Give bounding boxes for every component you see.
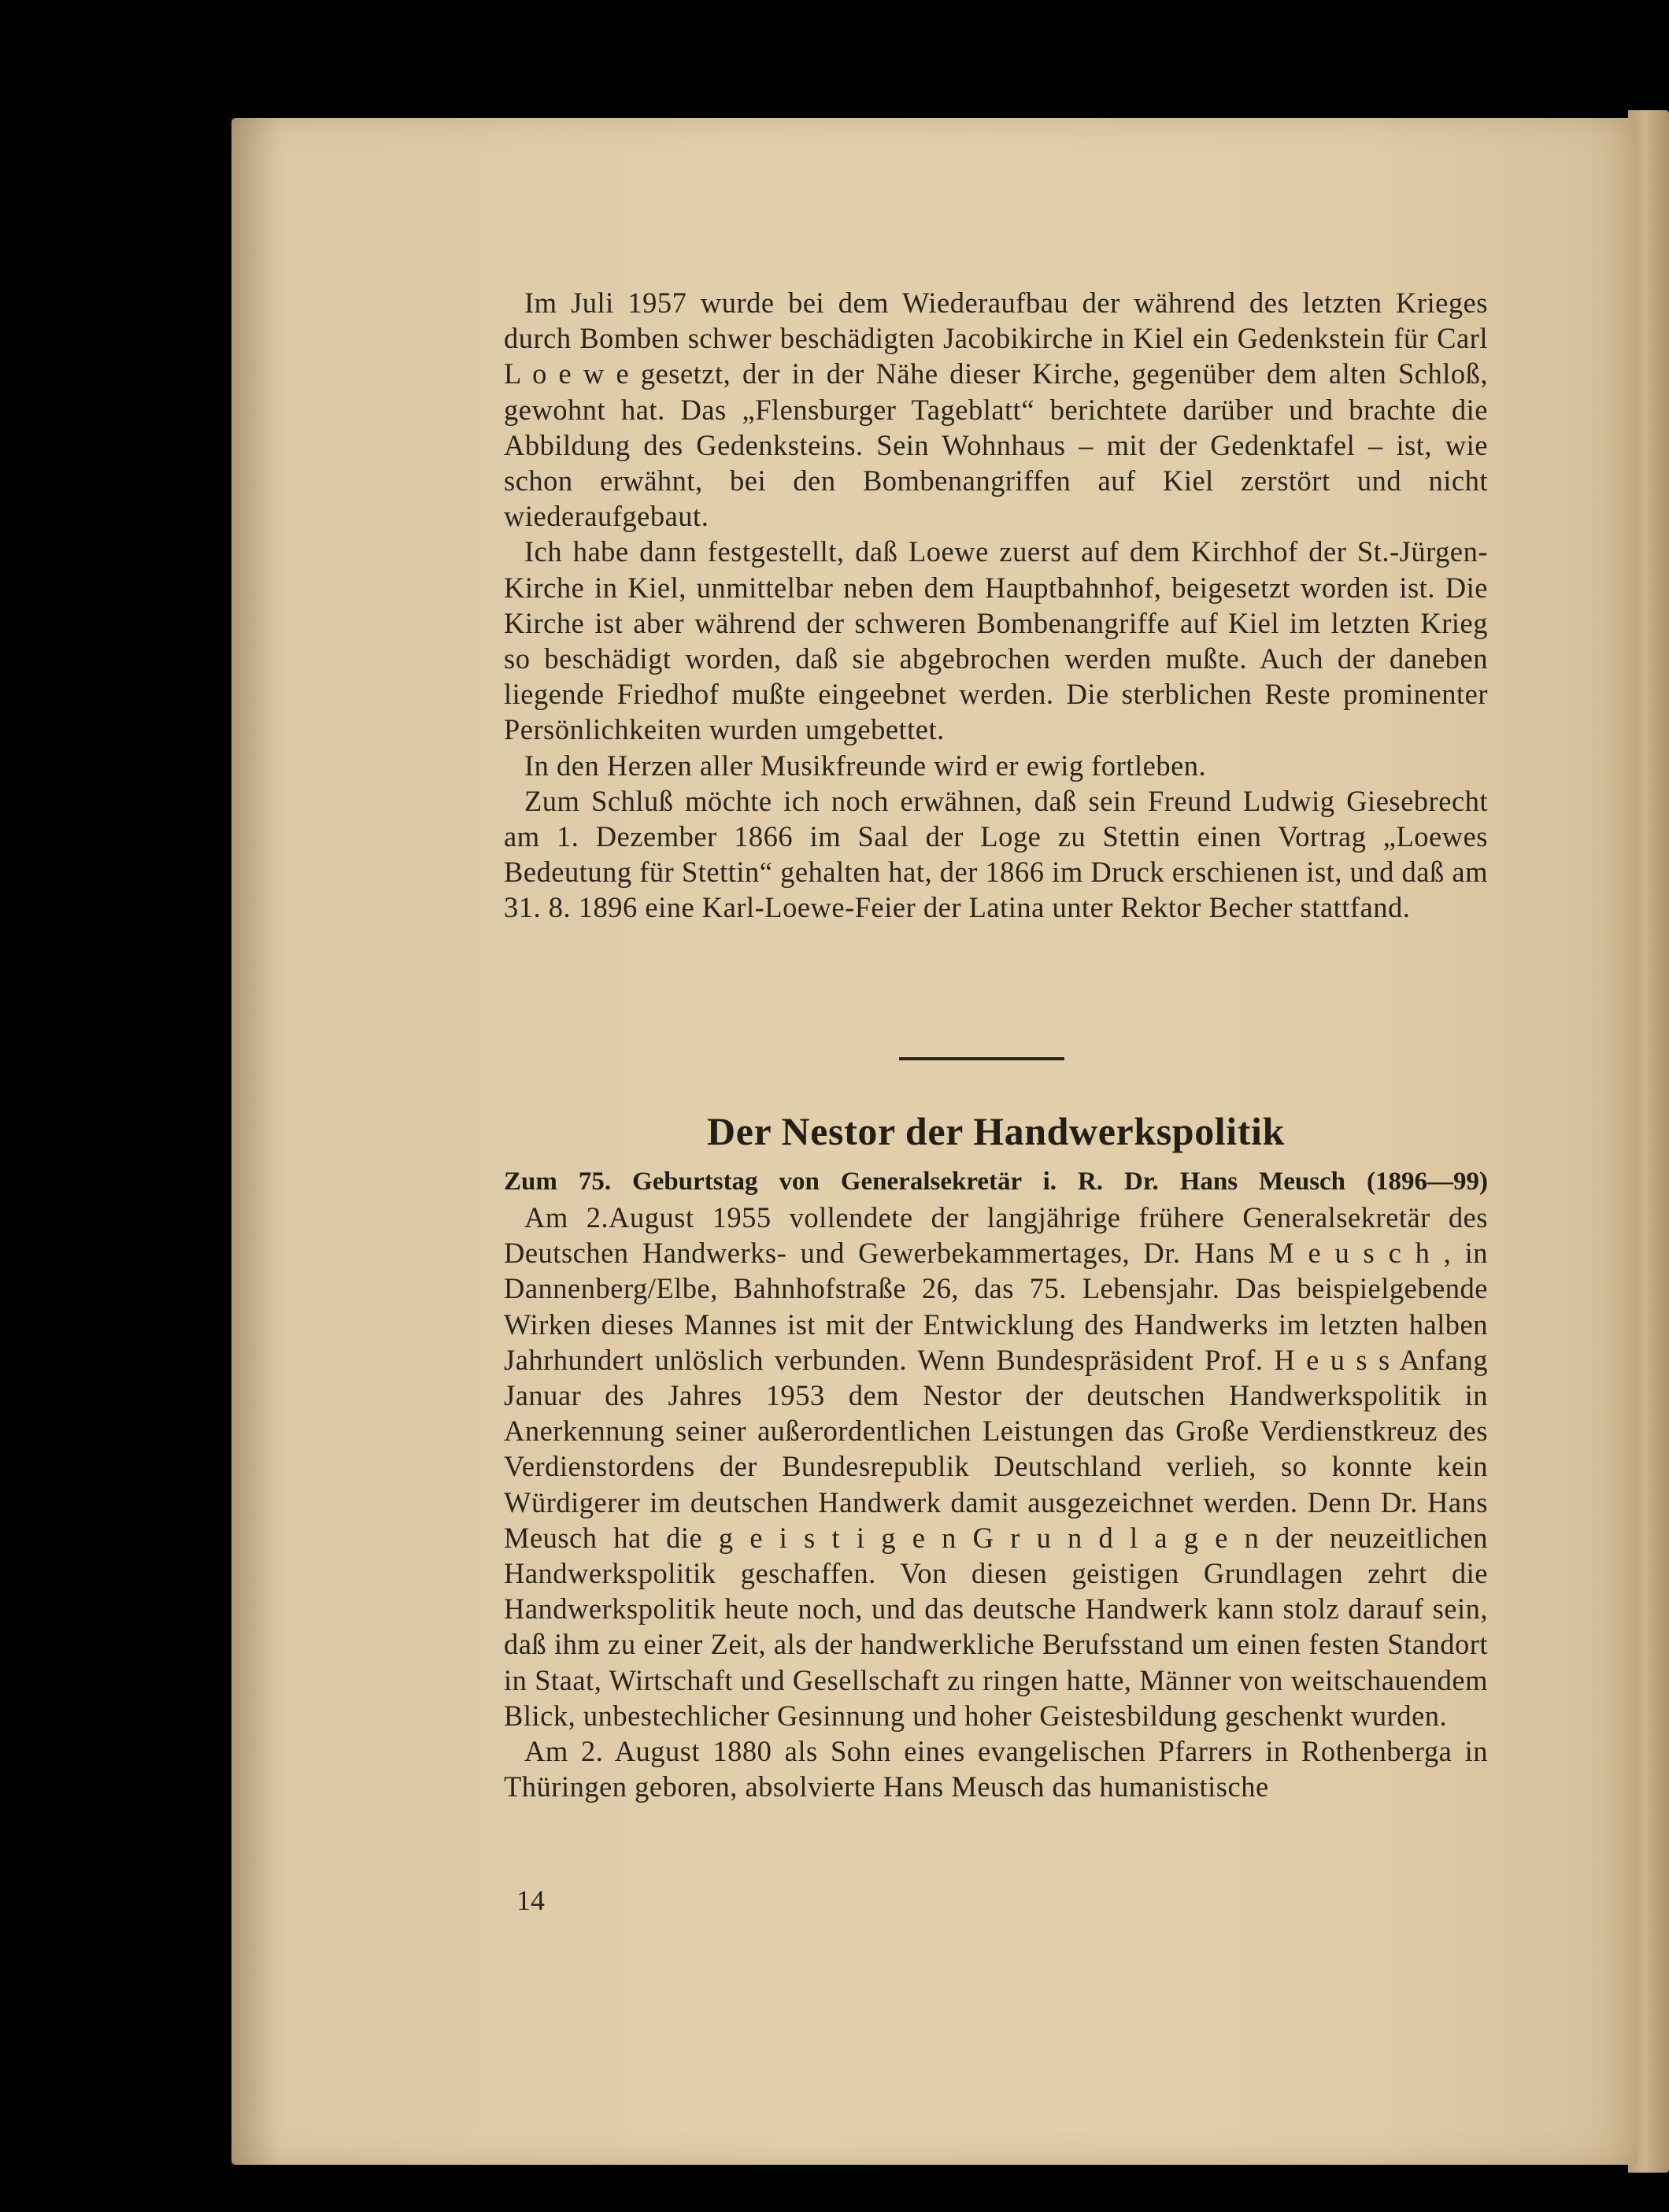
article-subtitle: Zum 75. Geburtstag von Generalsekretär i. R. Dr. Hans Meusch (1896—99): [504, 1167, 1488, 1196]
article-title: Der Nestor der Handwerkspolitik: [707, 1109, 1285, 1153]
article-paragraph-2: Am 2. August 1880 als Sohn eines evangelischen Pfarrers in Rothenberga in Thüringen geboren, absolvierte Hans Meusch das humanistische: [504, 1735, 1488, 1803]
article-paragraph-1: Am 2.August 1955 vollendete der langjährige frühere Generalsekretär des Deutschen Handwerks- und Gewerbekammertages, Dr. Hans M e u s c h , in Dannenberg/Elbe, Bahnhofstraße 26, das 75. Lebensjahr. Das beispielgebende Wirken dieses Mannes ist mit der Entwicklung des Handwerks im letzten halben Jahrhundert unlöslich verbunden. Wenn Bundespräsident Prof. H e u s s Anfang Januar des Jahres 1953 dem Nestor der deutschen Handwerkspolitik in Anerkennung seiner außerordentlichen Leistungen das Große Verdienstkreuz des Verdienstordens der Bundesrepublik Deutschland verlieh, so konnte kein Würdigerer im deutschen Handwerk damit ausgezeichnet werden. Denn Dr. Hans Meusch hat die g e i s t i g e n G r u n d l a g e n der neuzeitlichen Handwerkspolitik geschaffen. Von diesen geistigen Grundlagen zehrt die Handwerkspolitik heute noch, und das deutsche Handwerk kann stolz darauf sein, daß ihm zu einer Zeit, als der handwerkliche Berufsstand um einen festen Standort in Staat, Wirtschaft und Gesellschaft zu ringen hatte, Männer von weitschauendem Blick, unbestechlicher Gesinnung und hoher Geistesbildung geschenkt wurden.: [504, 1201, 1488, 1732]
gutter-shadow: [231, 118, 279, 2165]
top-paragraph-2: Ich habe dann festgestellt, daß Loewe zuerst auf dem Kirchhof der St.-Jürgen-Kirche in Kiel, unmittelbar neben dem Hauptbahnhof, beigesetzt worden ist. Die Kirche ist aber während der schweren Bombenangriffe auf Kiel im letzten Krieg so beschädigt worden, daß sie abgebrochen werden mußte. Auch der daneben liegende Friedhof mußte eingeebnet werden. Die sterblichen Reste prominenter Persönlichkeiten wurden umgebettet.: [504, 535, 1488, 746]
section-separator: [899, 1057, 1064, 1060]
top-section: [504, 285, 1488, 926]
top-paragraph-3: In den Herzen aller Musikfreunde wird er ewig fortleben.: [524, 749, 1207, 782]
article-body: [504, 1200, 1488, 1804]
top-paragraph-4: Zum Schluß möchte ich noch erwähnen, daß sein Freund Ludwig Giesebrecht am 1. Dezember 1866 im Saal der Loge zu Stettin einen Vortrag „Loewes Bedeutung für Stettin“ gehalten hat, der 1866 im Druck erschienen ist, und daß am 31. 8. 1896 eine Karl-Loewe-Feier der Latina unter Rektor Becher stattfand.: [504, 784, 1488, 924]
top-paragraph-1: Im Juli 1957 wurde bei dem Wiederaufbau der während des letzten Krieges durch Bomben schwer beschädigten Jacobikirche in Kiel ein Gedenkstein für Carl L o e w e gesetzt, der in der Nähe dieser Kirche, gegenüber dem alten Schloß, gewohnt hat. Das „Flensburger Tageblatt“ berichtete darüber und brachte die Abbildung des Gedenksteins. Sein Wohnhaus – mit der Gedenktafel – ist, wie schon erwähnt, bei den Bombenangriffen auf Kiel zerstört und nicht wiederaufgebaut.: [504, 287, 1488, 533]
page-number: 14: [516, 1885, 545, 1916]
